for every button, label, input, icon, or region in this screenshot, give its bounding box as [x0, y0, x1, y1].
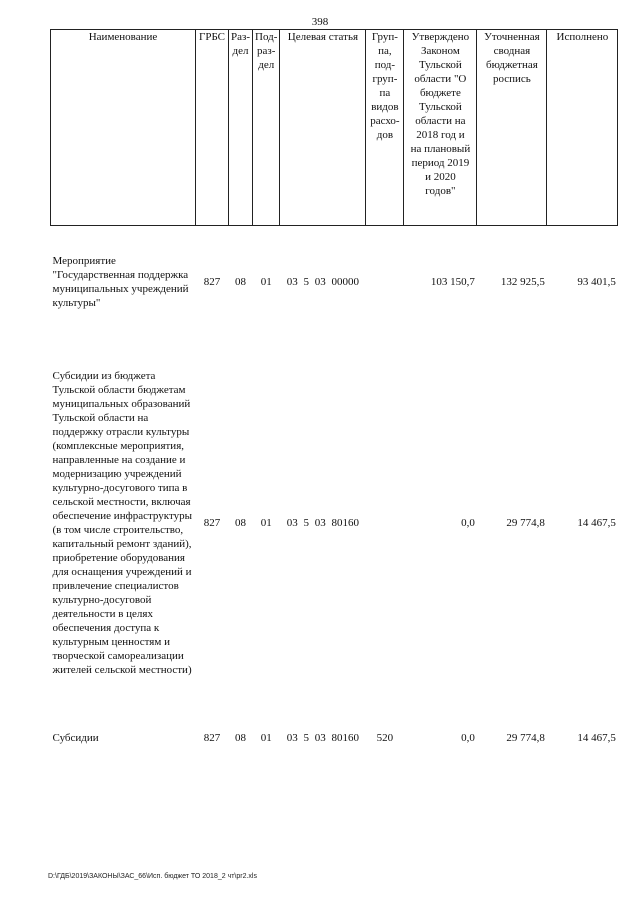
row-executed: 93 401,5 — [577, 276, 616, 288]
row-section: 08 — [235, 517, 246, 529]
header-grbs: ГРБС — [196, 30, 229, 226]
row-expense-group: 520 — [376, 732, 394, 744]
row-section: 08 — [235, 276, 246, 288]
row-target: 03 5 03 80160 — [286, 732, 360, 744]
budget-table — [50, 29, 618, 768]
row-name: Субсидии — [52, 732, 99, 744]
header-expense-group: Груп- па, под- груп- па видов расхо- дов — [366, 30, 404, 226]
row-expense-group — [366, 226, 404, 339]
header-row — [51, 30, 618, 226]
table-row — [51, 708, 618, 768]
table-row — [51, 226, 618, 339]
row-revised: 29 774,8 — [506, 732, 545, 744]
row-target: 03 5 03 80160 — [286, 517, 360, 529]
row-section: 08 — [235, 732, 246, 744]
row-approved: 103 150,7 — [430, 276, 475, 288]
header-name: Наименование — [51, 30, 196, 226]
table-row — [51, 338, 618, 708]
row-revised: 29 774,8 — [506, 517, 545, 529]
row-approved: 0,0 — [461, 732, 475, 744]
row-executed: 14 467,5 — [577, 517, 616, 529]
row-target: 03 5 03 00000 — [286, 276, 360, 288]
row-grbs: 827 — [203, 732, 221, 744]
file-path-footer: D:\ГДБ\2019\ЗАКОНЫ\ЗАС_66\Исп. бюджет ТО 2018_2 чт\pr2.xls — [48, 873, 257, 880]
header-approved: Утверждено Законом Тульской области "О бюджете Тульской области на 2018 год и на плановый период 2019 и 2020 годов" — [404, 30, 477, 226]
row-name: Мероприятие "Государственная поддержка муниципальных учреждений культуры" — [52, 255, 189, 309]
header-section: Раз- дел — [229, 30, 253, 226]
header-executed: Исполнено — [547, 30, 618, 226]
row-subsection: 01 — [260, 276, 272, 288]
row-executed: 14 467,5 — [577, 732, 616, 744]
header-target: Целевая статья — [280, 30, 366, 226]
row-subsection: 01 — [260, 732, 272, 744]
row-subsection: 01 — [260, 517, 272, 529]
row-expense-group — [366, 338, 404, 708]
row-grbs: 827 — [203, 517, 221, 529]
row-approved: 0,0 — [461, 517, 475, 529]
row-revised: 132 925,5 — [500, 276, 545, 288]
header-subsection: Под- раз- дел — [253, 30, 280, 226]
row-name: Субсидии из бюджета Тульской области бюджетам муниципальных образований Тульской области на поддержку отрасли культуры (комплексные мероприятия, направленные на создание и модернизацию учреждений культурно-досугового типа в сельской местности, включая обеспечение инфраструктуры (в том числе строительство, капитальный ремонт зданий), приобретение оборудования для оснащения учреждений и привлечение специалистов культурно-досуговой деятельности в целях обеспечения доступа к культурным ценностям и творческой самореализации жителей сельской местности) — [52, 370, 193, 676]
page-number: 398 — [311, 16, 329, 28]
row-grbs: 827 — [203, 276, 221, 288]
header-revised: Уточненная сводная бюджетная роспись — [477, 30, 547, 226]
